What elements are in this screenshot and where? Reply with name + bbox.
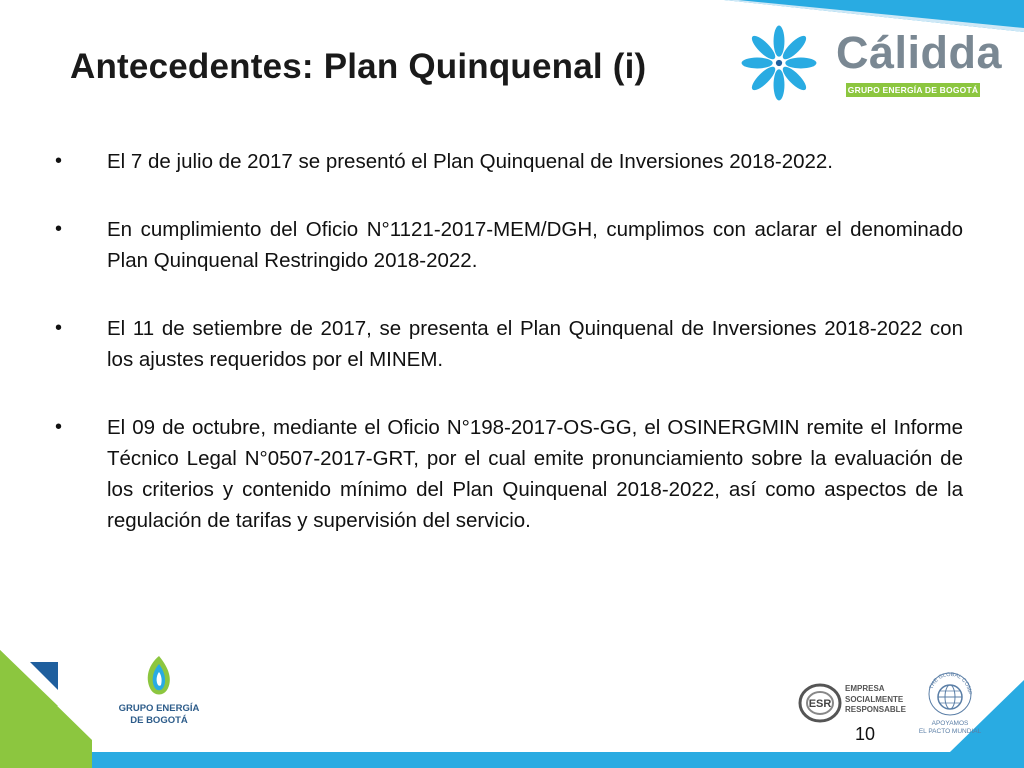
bullet-text: El 09 de octubre, mediante el Oficio N°198-2017-OS-GG, el OSINERGMIN remite el Informe Técnico Legal N°0507-2017-GRT, por el cual emite pronunciamiento sobre la evaluación de los criterios y contenido mínimo del Plan Quinquenal 2018-2022, así como aspectos de la regulación de tarifas y supervisión del servicio. <box>107 416 963 532</box>
flower-icon <box>740 24 818 102</box>
brand-tagline: GRUPO ENERGÍA DE BOGOTÁ <box>847 85 979 95</box>
calidda-logo <box>740 22 1003 104</box>
bullet-text: El 11 de setiembre de 2017, se presenta el Plan Quinquenal de Inversiones 2018-2022 con los ajustes requeridos por el MINEM. <box>107 317 963 371</box>
compact-line1: APOYAMOS <box>931 720 969 727</box>
page-number: 10 <box>855 724 876 744</box>
bullet-list <box>55 146 963 573</box>
geb-text-line2: DE BOGOTÁ <box>130 715 188 726</box>
geb-text-line1: GRUPO ENERGÍA <box>118 703 200 714</box>
bullet-marker: • <box>55 218 63 240</box>
bullet-item <box>55 313 963 375</box>
compact-ring-textpath: THE GLOBAL COMP <box>928 671 973 695</box>
global-compact-logo <box>918 670 982 744</box>
bullet-item <box>55 412 963 536</box>
brand-name: Cálidda <box>836 27 1003 78</box>
esr-badge-icon <box>798 682 842 724</box>
esr-line1: EMPRESA <box>845 684 885 693</box>
bullet-text: El 7 de julio de 2017 se presentó el Plan Quinquenal de Inversiones 2018-2022. <box>107 150 833 173</box>
esr-line2: SOCIALMENTE <box>845 694 904 704</box>
esr-logo <box>798 680 910 726</box>
bullet-marker: • <box>55 150 63 172</box>
bullet-text: En cumplimiento del Oficio N°1121-2017-MEM/DGH, cumplimos con aclarar el denominado Plan Quinquenal Restringido 2018-2022. <box>107 218 963 272</box>
slide-title: Antecedentes: Plan Quinquenal (i) <box>70 47 647 86</box>
esr-line3: RESPONSABLE <box>845 705 906 714</box>
globe-icon <box>926 670 974 718</box>
esr-badge-text: ESR <box>808 698 832 710</box>
bullet-marker: • <box>55 416 63 438</box>
geb-logo <box>104 654 214 744</box>
compact-line2: EL PACTO MUNDIAL <box>918 728 982 735</box>
bullet-marker: • <box>55 317 63 339</box>
bullet-item <box>55 146 963 177</box>
compact-ring-text <box>926 670 972 695</box>
geb-flame-icon <box>137 654 181 700</box>
bullet-item <box>55 214 963 276</box>
